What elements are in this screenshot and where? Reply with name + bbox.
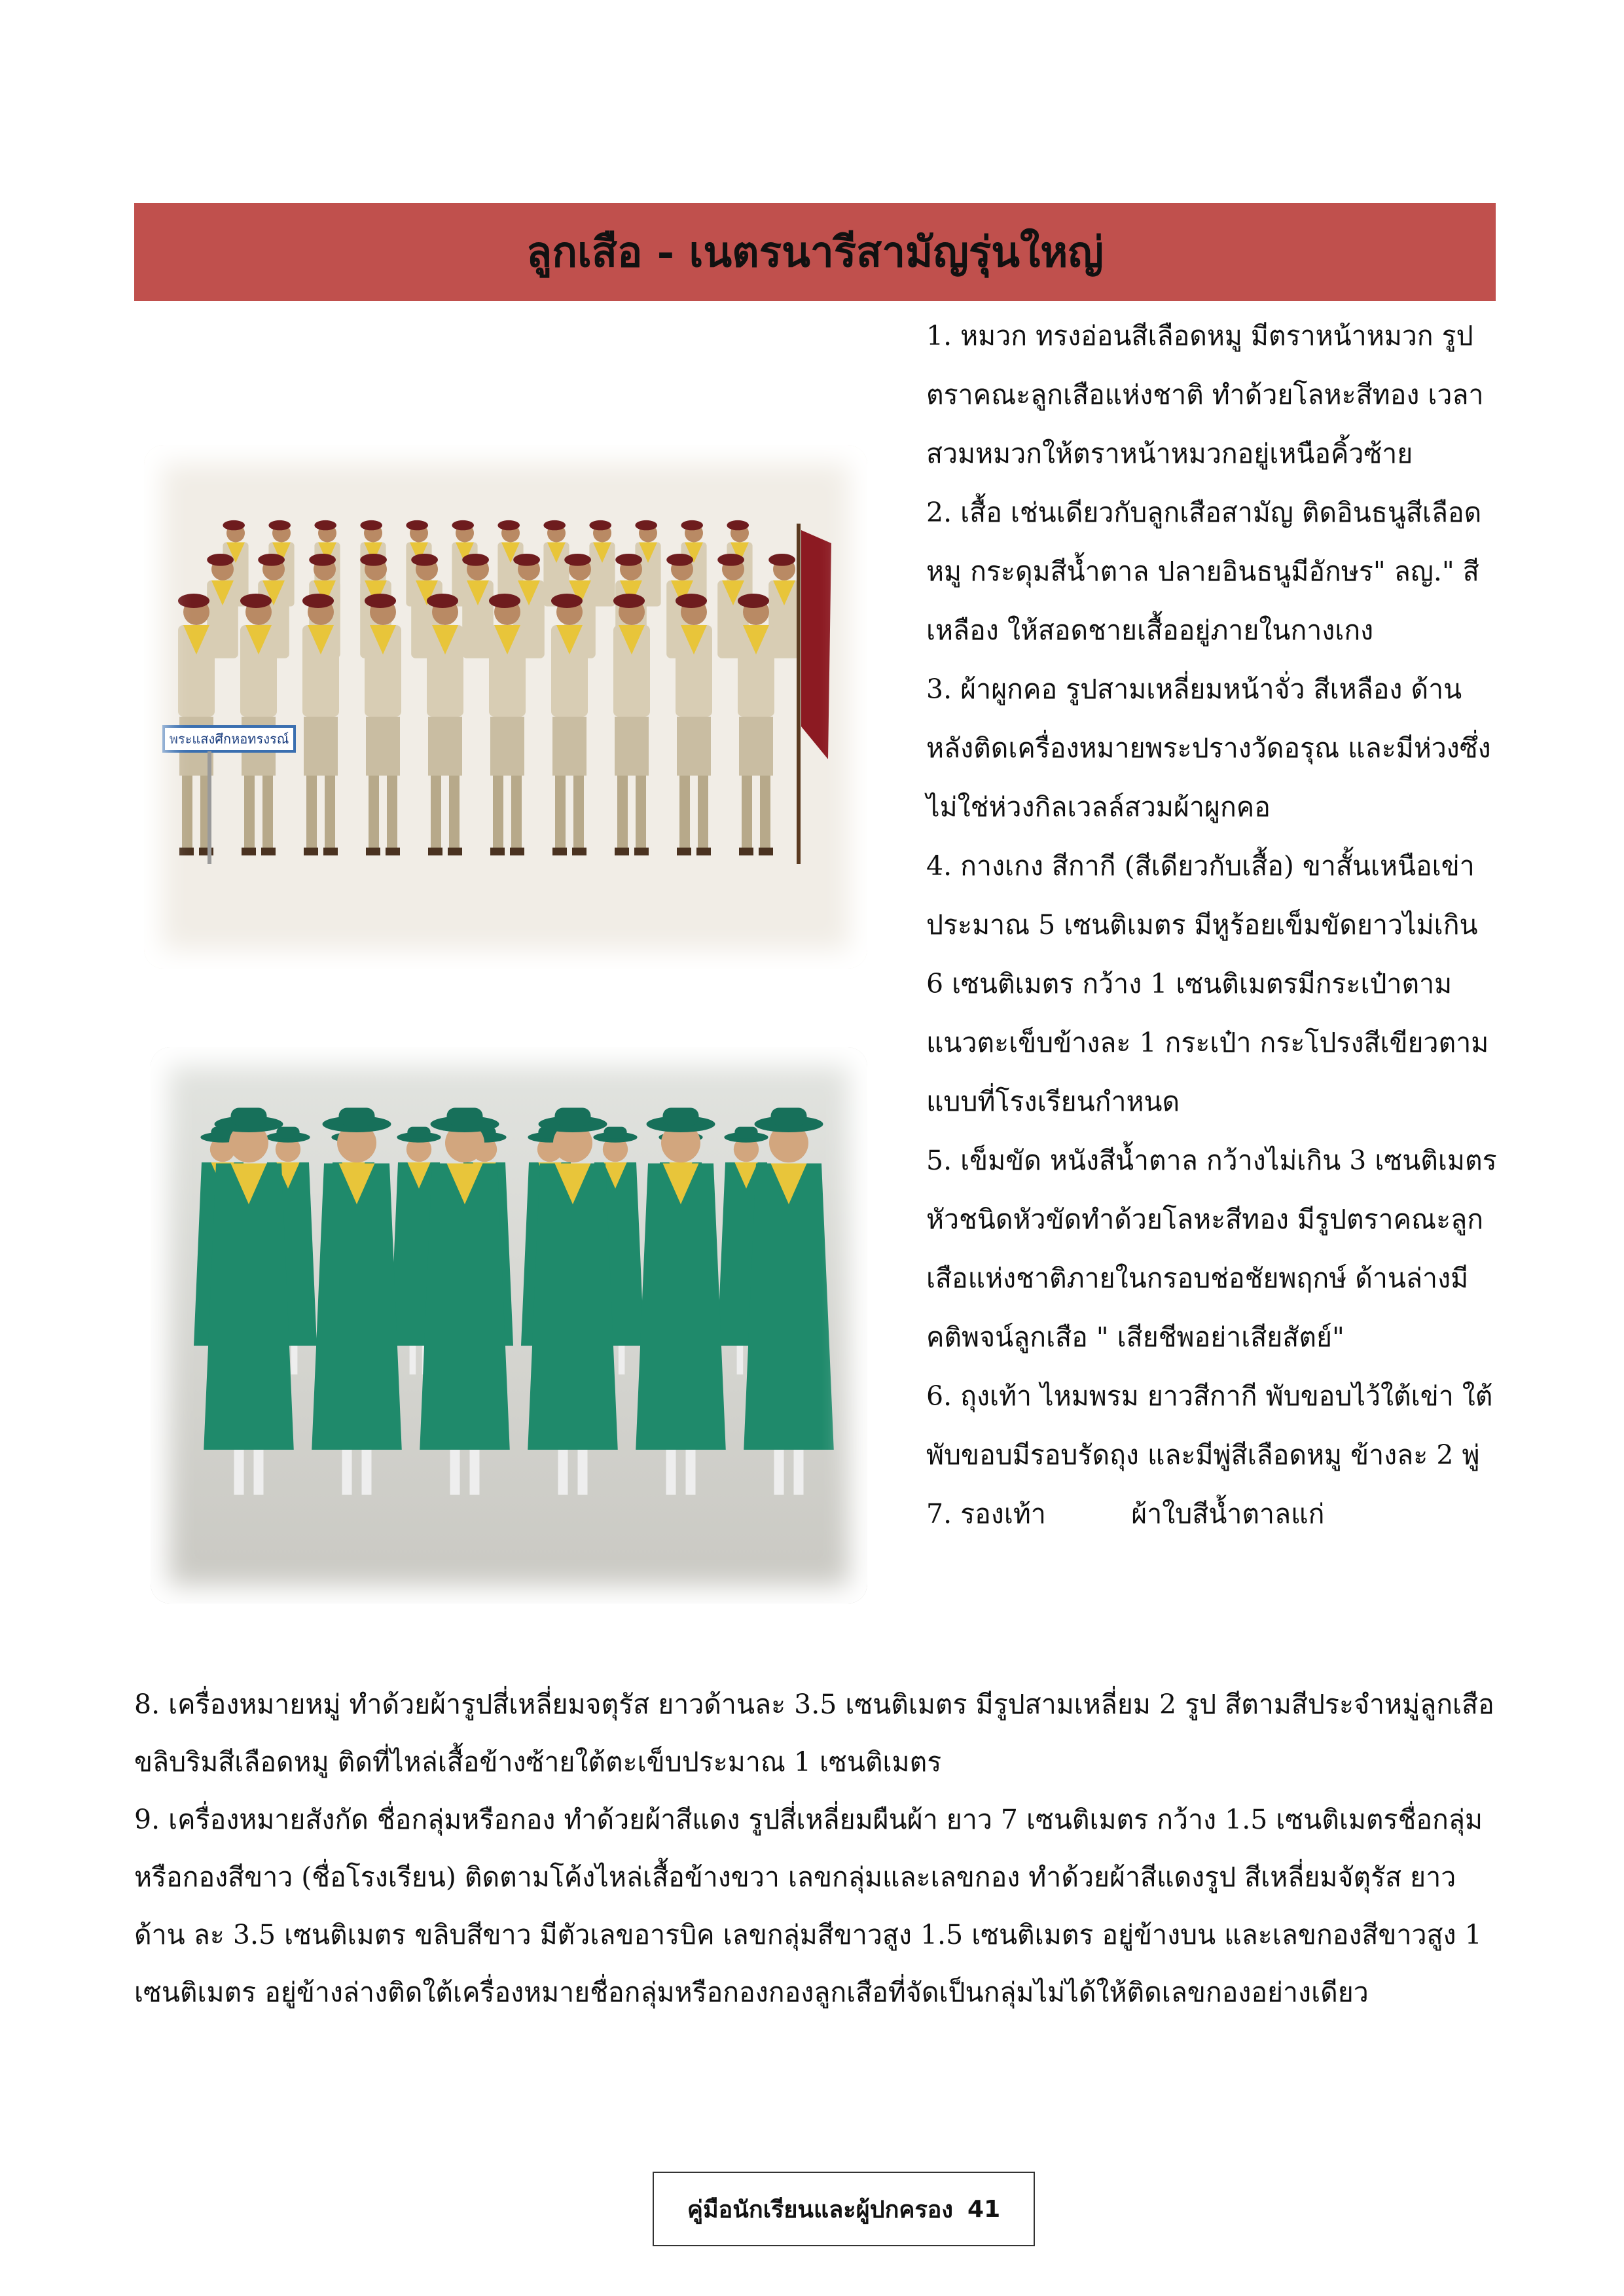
uniform-items-right <box>926 306 1502 1543</box>
list-item: 4. กางเกง สีกากี (สีเดียวกับเสื้อ) ขาสั้นเหนือเข่าประมาณ 5 เซนติเมตร มีหูร้อยเข็มขัดยาวไม่เกิน 6 เซนติเมตร กว้าง 1 เซนติเมตรมีกระเป๋าตามแนวตะเข็บข้างละ 1 กระเป๋า กระโปรงสีเขียวตามแบบที่โรงเรียนกำหนด <box>926 850 1489 1117</box>
guide-figure <box>420 1108 510 1495</box>
girl-guides-photo <box>151 1047 867 1604</box>
list-item: 8. เครื่องหมายหมู่ ทำด้วยผ้ารูปสี่เหลี่ยมจตุรัส ยาวด้านละ 3.5 เซนติเมตร มีรูปสามเหลี่ยม 2 รูป สีตามสีประจำหมู่ลูกเสือ ขลิบริมสีเลือดหมู ติดที่ไหล่เสื้อข้างซ้ายใต้ตะเข็บประมาณ 1 เซนติเมตร <box>134 1689 1494 1778</box>
guide-figure <box>636 1108 726 1495</box>
boy-scouts-illustration <box>144 445 867 969</box>
page-title: ลูกเสือ - เนตรนารีสามัญรุ่นใหญ่ <box>526 228 1104 277</box>
list-item: 2. เสื้อ เช่นเดียวกับลูกเสือสามัญ ติดอินธนูสีเลือดหมู กระดุมสีน้ำตาล ปลายอินธนูมีอักษร" ลญ." สีเหลือง ให้สอดชายเสื้ออยู่ภายในกางเกง <box>926 497 1482 646</box>
list-item: 9. เครื่องหมายสังกัด ชื่อกลุ่มหรือกอง ทำด้วยผ้าสีแดง รูปสี่เหลี่ยมผืนผ้า ยาว 7 เซนติเมตร กว้าง 1.5 เซนติเมตรชื่อกลุ่มหรือกองสีขาว (ชื่อโรงเรียน) ติดตามโค้งไหล่เสื้อข้างขวา เลขกลุ่มและเลขกอง ทำด้วยผ้าสีแดงรูป สีเหลี่ยมจัตุรัส ยาวด้าน ละ 3.5 เซนติเมตร ขลิบสีขาว มีตัวเลขอารบิค เลขกลุ่มสีขาวสูง 1.5 เซนติเมตร อยู่ข้างบน และเลขกองสีขาวสูง 1 เซนติเมตร อยู่ข้างล่างติดใต้เครื่องหมายชื่อกลุ่มหรือกองกองลูกเสือที่จัดเป็นกลุ่มไม่ได้ให้ติดเลขกองอย่างเดียว <box>134 1804 1483 2008</box>
sign-text: พระแสงศึกหอทรงรณ์ <box>169 731 289 747</box>
list-item: 6. ถุงเท้า ไหมพรม ยาวสีกากี พับขอบไว้ใต้เข่า ใต้พับขอบมีรอบรัดถุง และมีพู่สีเลือดหมู ข้างละ 2 พู่ <box>926 1380 1493 1471</box>
footer-label: คู่มือนักเรียนและผู้ปกครอง <box>687 2196 954 2223</box>
title-banner <box>134 203 1496 301</box>
page-footer <box>653 2172 1035 2246</box>
page-number: 41 <box>967 2195 1001 2223</box>
guide-figure <box>744 1108 834 1495</box>
guide-figure <box>528 1108 618 1495</box>
guide-figure <box>204 1108 294 1495</box>
list-item: 5. เข็มขัด หนังสีน้ำตาล กว้างไม่เกิน 3 เซนติเมตร หัวชนิดหัวขัดทำด้วยโลหะสีทอง มีรูปตราคณะลูกเสือแห่งชาติภายในกรอบช่อชัยพฤกษ์ ด้านล่างมีคติพจน์ลูกเสือ " เสียชีพอย่าเสียสัตย์" <box>926 1145 1497 1353</box>
scout-figure <box>462 554 494 658</box>
list-item: 7. รองเท้า ผ้าใบสีน้ำตาลแก่ <box>926 1498 1325 1530</box>
boy-scouts-photo <box>144 445 867 969</box>
uniform-items-full <box>134 1676 1496 2021</box>
girl-guides-illustration <box>151 1047 867 1604</box>
list-item: 1. หมวก ทรงอ่อนสีเลือดหมู มีตราหน้าหมวก รูปตราคณะลูกเสือแห่งชาติ ทำด้วยโลหะสีทอง เวลาสวมหมวกให้ตราหน้าหมวกอยู่เหนือคิ้วซ้าย <box>926 320 1484 469</box>
list-item: 3. ผ้าผูกคอ รูปสามเหลี่ยมหน้าจั่ว สีเหลือง ด้านหลังติดเครื่องหมายพระปรางวัดอรุณ และมีห่วงซึ่งไม่ใช่ห่วงกิลเวลล์สวมผ้าผูกคอ <box>926 673 1491 823</box>
guide-figure <box>312 1108 402 1495</box>
